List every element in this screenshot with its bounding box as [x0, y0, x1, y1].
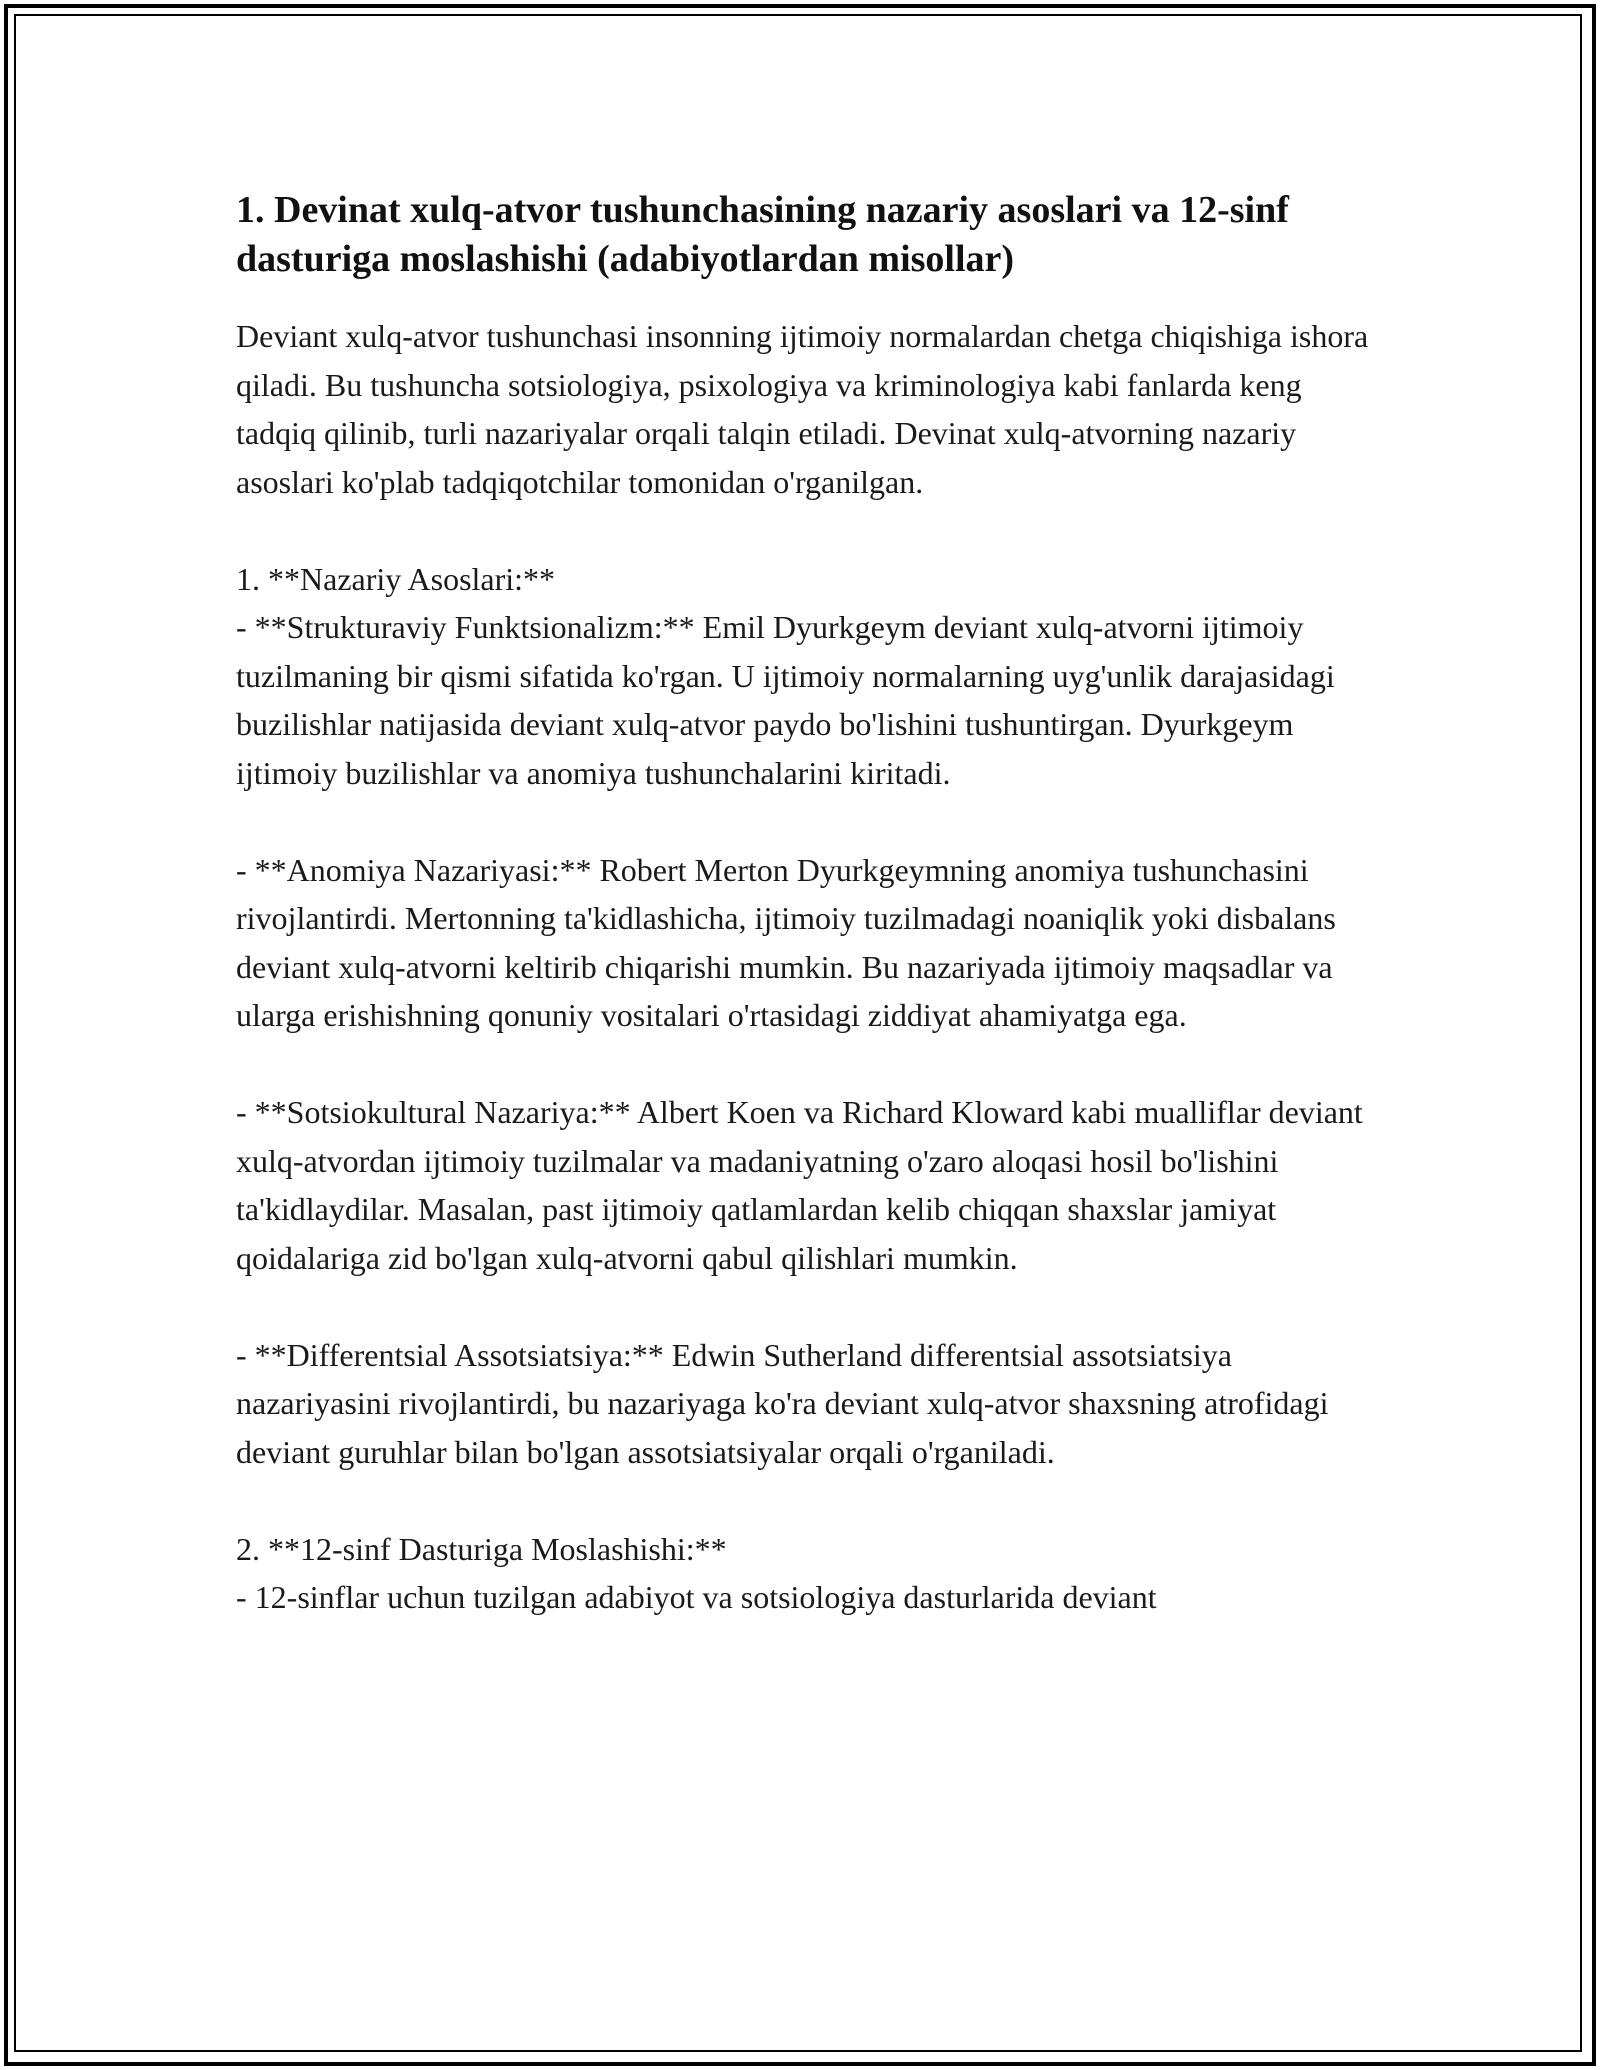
- document-content: [236, 186, 1376, 1622]
- document-body: Deviant xulq-atvor tushunchasi insonning ijtimoiy normalardan chetga chiqishiga ishora qiladi. Bu tushuncha sotsiologiya, psixologiya va kriminologiya kabi fanlarda keng tadqiq qilinib, turli nazariyalar orqali talqin etiladi. Devinat xulq-atvorning nazariy asoslari ko'plab tadqiqotchilar tomonidan o'rganilgan. 1. **Nazariy Asoslari:** - **Strukturaviy Funktsionalizm:** Emil Dyurkgeym deviant xulq-atvorni ijtimoiy tuzilmaning bir qismi sifatida ko'rgan. U ijtimoiy normalarning uyg'unlik darajasidagi buzilishlar natijasida deviant xulq-atvor paydo bo'lishini tushuntirgan. Dyurkgeym ijtimoiy buzilishlar va anomiya tushunchalarini kiritadi. - **Anomiya Nazariyasi:** Robert Merton Dyurkgeymning anomiya tushunchasini rivojlantirdi. Mertonning ta'kidlashicha, ijtimoiy tuzilmadagi noaniqlik yoki disbalans deviant xulq-atvorni keltirib chiqarishi mumkin. Bu nazariyada ijtimoiy maqsadlar va ularga erishishning qonuniy vositalari o'rtasidagi ziddiyat ahamiyatga ega. - **Sotsiokultural Nazariya:** Albert Koen va Richard Kloward kabi mualliflar deviant xulq-atvordan ijtimoiy tuzilmalar va madaniyatning o'zaro aloqasi hosil bo'lishini ta'kidlaydilar. Masalan, past ijtimoiy qatlamlardan kelib chiqqan shaxslar jamiyat qoidalariga zid bo'lgan xulq-atvorni qabul qilishlari mumkin. - **Differentsial Assotsiatsiya:** Edwin Sutherland differentsial assotsiatsiya nazariyasini rivojlantirdi, bu nazariyaga ko'ra deviant xulq-atvor shaxsning atrofidagi deviant guruhlar bilan bo'lgan assotsiatsiyalar orqali o'rganiladi. 2. **12-sinf Dasturiga Moslashishi:** - 12-sinflar uchun tuzilgan adabiyot va sotsiologiya dasturlarida deviant: [236, 318, 1369, 1615]
- document-heading: 1. Devinat xulq-atvor tushunchasining nazariy asoslari va 12-sinf dasturiga moslashishi (adabiyotlardan misollar): [236, 189, 1289, 280]
